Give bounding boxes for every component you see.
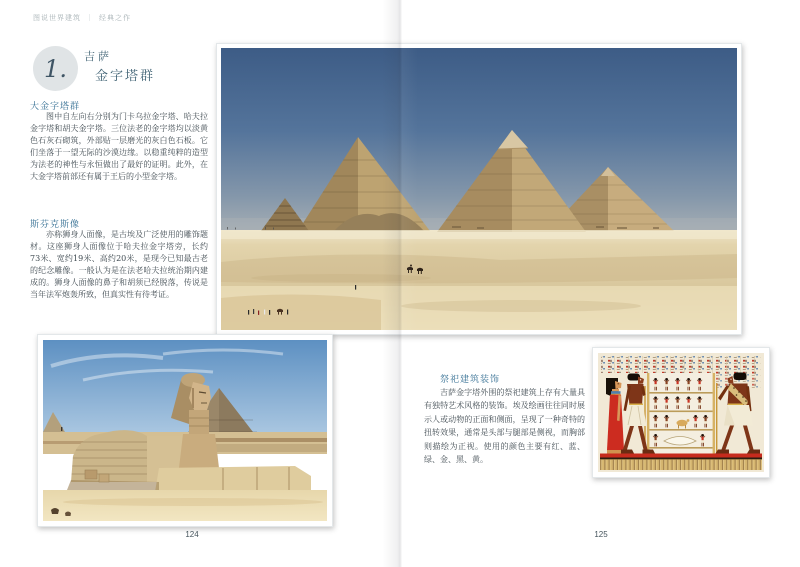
chapter-number-badge: [33, 46, 78, 91]
main-photo-frame: [216, 43, 742, 335]
book-title: 图说世界建筑: [33, 14, 81, 22]
page-number-left: 124: [185, 530, 199, 539]
sphinx-photo: [43, 340, 327, 521]
offering-registers: [647, 373, 715, 455]
relief-painting: [598, 353, 764, 472]
section-heading-sphinx: 斯芬克斯像: [30, 220, 81, 230]
sphinx-photo-frame: [37, 334, 333, 527]
header-divider: ｜: [86, 14, 94, 22]
giza-pyramids-photo: [221, 48, 737, 330]
caption-heading-decoration: 祭祀建筑装饰: [440, 375, 501, 385]
caption-paragraph-decoration: 吉萨金字塔外围的祭祀建筑上存有大量具有独特艺术风格的装饰。埃及绘画往往同时展示人或动物的正面和侧面，呈现了一种奇特的扭转效果，通常是头部与腿部是侧视，而胸部则描绘为正视。使用的颜色主要有红、蓝、绿、金、黑、黄。: [424, 388, 585, 465]
page-number-right: 125: [594, 530, 608, 539]
running-header: [33, 13, 131, 23]
chapter-number: 1.: [44, 54, 67, 83]
relief-painting-frame: [592, 347, 770, 478]
foreground-sand: [43, 490, 327, 521]
baseline-bands: [600, 454, 762, 471]
chapter-title-line2: 金字塔群: [95, 69, 156, 84]
paragraph-sphinx: 亦称狮身人面像，是古埃及广泛使用的雕饰题材。这座狮身人面像位于哈夫拉金字塔旁，长约73米、宽约19米、高约20米，是现今已知最古老的纪念雕像。一般认为是在法老哈夫拉统治期内建成的。狮身人面像的鼻子和胡须已经脱落，传说是当年法军炮轰所致，但真实性有待考证。: [30, 230, 208, 299]
section-heading-pyramids: 大金字塔群: [30, 102, 81, 112]
paragraph-pyramids: 图中自左向右分别为门卡乌拉金字塔、哈夫拉金字塔和胡夫金字塔。三位法老的金字塔均以淡黄色石灰石砌筑，外部贴一层磨光的灰白色石板。它们坐落于一望无际的沙漠边缘。以稳重纯粹的造型为法老的神性与永恒做出了最好的证明。此外，在大金字塔前部还有属于王后的小型金字塔。: [30, 112, 208, 181]
series-title: 经典之作: [99, 14, 131, 22]
chapter-title-line1: 吉萨: [84, 50, 112, 63]
